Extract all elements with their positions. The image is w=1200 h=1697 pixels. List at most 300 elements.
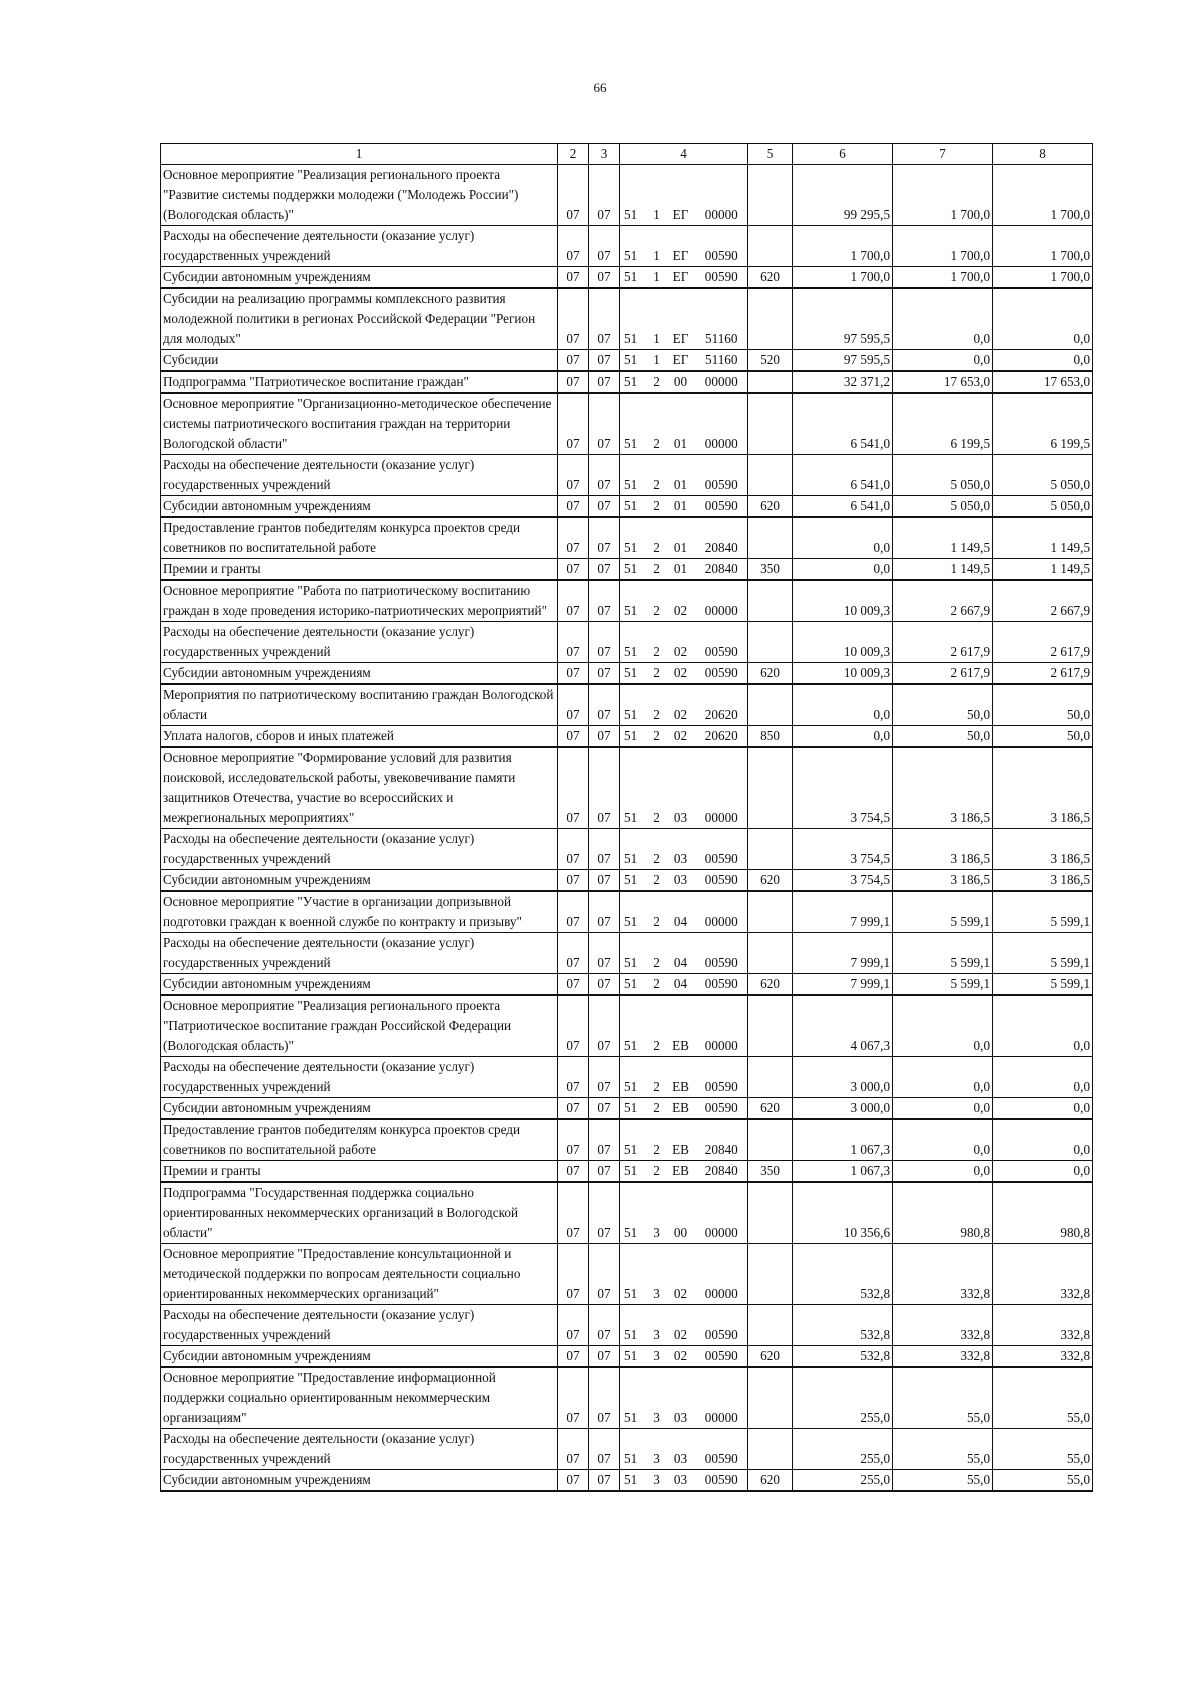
row-value-7: 332,8 bbox=[893, 1346, 993, 1368]
row-value-7: 55,0 bbox=[893, 1470, 993, 1492]
row-section: 07 bbox=[558, 1429, 589, 1470]
row-direction-code: 00590 bbox=[696, 663, 748, 685]
row-value-8: 5 599,1 bbox=[993, 974, 1093, 996]
row-measure-code: 00 bbox=[666, 371, 696, 393]
row-program-code: 51 bbox=[620, 622, 648, 663]
row-measure-code: ЕВ bbox=[666, 995, 696, 1057]
row-name: Расходы на обеспечение деятельности (оказание услуг) государственных учреждений bbox=[161, 226, 558, 267]
row-value-6: 0,0 bbox=[793, 726, 893, 748]
row-section: 07 bbox=[558, 580, 589, 622]
row-section: 07 bbox=[558, 622, 589, 663]
row-value-6: 532,8 bbox=[793, 1346, 893, 1368]
row-subprogram-code: 2 bbox=[648, 455, 666, 496]
row-value-7: 0,0 bbox=[893, 1161, 993, 1183]
row-subprogram-code: 2 bbox=[648, 559, 666, 581]
row-section: 07 bbox=[558, 517, 589, 559]
row-subprogram-code: 3 bbox=[648, 1305, 666, 1346]
row-subprogram-code: 3 bbox=[648, 1346, 666, 1368]
row-measure-code: ЕГ bbox=[666, 165, 696, 226]
row-value-8: 0,0 bbox=[993, 288, 1093, 350]
row-measure-code: 04 bbox=[666, 891, 696, 933]
row-subprogram-code: 3 bbox=[648, 1182, 666, 1244]
table-row bbox=[161, 726, 1093, 748]
row-expense-type bbox=[748, 747, 793, 829]
table-row bbox=[161, 1346, 1093, 1368]
row-name: Расходы на обеспечение деятельности (оказание услуг) государственных учреждений bbox=[161, 829, 558, 870]
row-subsection: 07 bbox=[589, 165, 620, 226]
row-section: 07 bbox=[558, 393, 589, 455]
row-section: 07 bbox=[558, 288, 589, 350]
row-section: 07 bbox=[558, 1119, 589, 1161]
row-subprogram-code: 2 bbox=[648, 1098, 666, 1120]
row-direction-code: 00000 bbox=[696, 580, 748, 622]
row-value-7: 1 700,0 bbox=[893, 226, 993, 267]
row-value-8: 1 700,0 bbox=[993, 226, 1093, 267]
row-direction-code: 00590 bbox=[696, 829, 748, 870]
row-subprogram-code: 2 bbox=[648, 371, 666, 393]
row-value-7: 3 186,5 bbox=[893, 829, 993, 870]
row-subprogram-code: 2 bbox=[648, 1057, 666, 1098]
row-name: Субсидии автономным учреждениям bbox=[161, 663, 558, 685]
row-value-7: 55,0 bbox=[893, 1429, 993, 1470]
row-name: Субсидии bbox=[161, 350, 558, 372]
row-program-code: 51 bbox=[620, 350, 648, 372]
row-section: 07 bbox=[558, 891, 589, 933]
row-expense-type bbox=[748, 226, 793, 267]
row-name: Субсидии автономным учреждениям bbox=[161, 1098, 558, 1120]
row-expense-type bbox=[748, 455, 793, 496]
row-direction-code: 00590 bbox=[696, 1305, 748, 1346]
row-value-7: 0,0 bbox=[893, 350, 993, 372]
row-value-6: 10 356,6 bbox=[793, 1182, 893, 1244]
row-subsection: 07 bbox=[589, 559, 620, 581]
table-row bbox=[161, 829, 1093, 870]
row-value-8: 50,0 bbox=[993, 726, 1093, 748]
row-subsection: 07 bbox=[589, 496, 620, 518]
row-subprogram-code: 2 bbox=[648, 1119, 666, 1161]
row-value-7: 2 617,9 bbox=[893, 622, 993, 663]
row-subsection: 07 bbox=[589, 1470, 620, 1492]
row-subsection: 07 bbox=[589, 726, 620, 748]
row-section: 07 bbox=[558, 165, 589, 226]
row-expense-type: 520 bbox=[748, 350, 793, 372]
row-value-8: 3 186,5 bbox=[993, 829, 1093, 870]
row-section: 07 bbox=[558, 350, 589, 372]
row-measure-code: 02 bbox=[666, 1244, 696, 1305]
row-direction-code: 00590 bbox=[696, 1098, 748, 1120]
row-value-6: 10 009,3 bbox=[793, 663, 893, 685]
row-name: Предоставление грантов победителям конкурса проектов среди советников по воспитательной работе bbox=[161, 517, 558, 559]
row-measure-code: 01 bbox=[666, 393, 696, 455]
row-program-code: 51 bbox=[620, 829, 648, 870]
row-program-code: 51 bbox=[620, 891, 648, 933]
row-subsection: 07 bbox=[589, 684, 620, 726]
row-direction-code: 00590 bbox=[696, 933, 748, 974]
row-direction-code: 00590 bbox=[696, 267, 748, 289]
row-subsection: 07 bbox=[589, 1346, 620, 1368]
row-expense-type bbox=[748, 517, 793, 559]
row-measure-code: ЕГ bbox=[666, 226, 696, 267]
row-measure-code: 03 bbox=[666, 1367, 696, 1429]
row-name: Расходы на обеспечение деятельности (оказание услуг) государственных учреждений bbox=[161, 1057, 558, 1098]
row-value-6: 10 009,3 bbox=[793, 580, 893, 622]
row-section: 07 bbox=[558, 684, 589, 726]
row-section: 07 bbox=[558, 559, 589, 581]
row-subprogram-code: 2 bbox=[648, 580, 666, 622]
row-subprogram-code: 2 bbox=[648, 684, 666, 726]
row-value-8: 1 149,5 bbox=[993, 517, 1093, 559]
row-direction-code: 20840 bbox=[696, 559, 748, 581]
row-subsection: 07 bbox=[589, 1429, 620, 1470]
header-col-4: 4 bbox=[620, 144, 748, 165]
row-value-8: 2 617,9 bbox=[993, 663, 1093, 685]
table-row bbox=[161, 1182, 1093, 1244]
row-name: Расходы на обеспечение деятельности (оказание услуг) государственных учреждений bbox=[161, 1305, 558, 1346]
row-program-code: 51 bbox=[620, 726, 648, 748]
row-subprogram-code: 2 bbox=[648, 870, 666, 892]
row-expense-type bbox=[748, 1429, 793, 1470]
row-name: Субсидии автономным учреждениям bbox=[161, 1346, 558, 1368]
row-section: 07 bbox=[558, 496, 589, 518]
row-value-7: 0,0 bbox=[893, 1098, 993, 1120]
row-subsection: 07 bbox=[589, 1057, 620, 1098]
row-expense-type bbox=[748, 1305, 793, 1346]
table-row bbox=[161, 165, 1093, 226]
row-program-code: 51 bbox=[620, 455, 648, 496]
row-direction-code: 20840 bbox=[696, 1119, 748, 1161]
row-name: Подпрограмма "Патриотическое воспитание граждан" bbox=[161, 371, 558, 393]
row-subprogram-code: 2 bbox=[648, 974, 666, 996]
header-row bbox=[161, 144, 1093, 165]
row-subsection: 07 bbox=[589, 517, 620, 559]
row-measure-code: 02 bbox=[666, 1346, 696, 1368]
row-program-code: 51 bbox=[620, 1367, 648, 1429]
row-section: 07 bbox=[558, 1346, 589, 1368]
row-measure-code: 01 bbox=[666, 496, 696, 518]
row-value-6: 1 700,0 bbox=[793, 226, 893, 267]
row-value-6: 0,0 bbox=[793, 684, 893, 726]
row-name: Премии и гранты bbox=[161, 1161, 558, 1183]
table-row bbox=[161, 350, 1093, 372]
row-program-code: 51 bbox=[620, 974, 648, 996]
row-subsection: 07 bbox=[589, 350, 620, 372]
row-measure-code: 02 bbox=[666, 1305, 696, 1346]
row-direction-code: 00590 bbox=[696, 622, 748, 663]
row-name: Предоставление грантов победителям конкурса проектов среди советников по воспитательной работе bbox=[161, 1119, 558, 1161]
row-subsection: 07 bbox=[589, 288, 620, 350]
row-section: 07 bbox=[558, 974, 589, 996]
row-value-8: 332,8 bbox=[993, 1244, 1093, 1305]
row-measure-code: 02 bbox=[666, 684, 696, 726]
row-value-6: 6 541,0 bbox=[793, 455, 893, 496]
row-program-code: 51 bbox=[620, 393, 648, 455]
row-value-6: 3 000,0 bbox=[793, 1098, 893, 1120]
row-value-6: 6 541,0 bbox=[793, 393, 893, 455]
row-value-8: 5 599,1 bbox=[993, 933, 1093, 974]
row-program-code: 51 bbox=[620, 663, 648, 685]
row-name: Расходы на обеспечение деятельности (оказание услуг) государственных учреждений bbox=[161, 1429, 558, 1470]
row-value-7: 6 199,5 bbox=[893, 393, 993, 455]
row-program-code: 51 bbox=[620, 1346, 648, 1368]
row-value-7: 5 599,1 bbox=[893, 974, 993, 996]
row-subsection: 07 bbox=[589, 1098, 620, 1120]
row-expense-type bbox=[748, 1367, 793, 1429]
row-direction-code: 00000 bbox=[696, 747, 748, 829]
row-value-6: 7 999,1 bbox=[793, 891, 893, 933]
row-subsection: 07 bbox=[589, 1182, 620, 1244]
row-subprogram-code: 2 bbox=[648, 829, 666, 870]
row-subprogram-code: 2 bbox=[648, 933, 666, 974]
row-expense-type: 620 bbox=[748, 974, 793, 996]
row-name: Основное мероприятие "Формирование условий для развития поисковой, исследовательской работы, увековечивание памяти защитников Отечества, участие во всероссийских и межрегиональных мероприятиях" bbox=[161, 747, 558, 829]
table-row bbox=[161, 1305, 1093, 1346]
row-expense-type bbox=[748, 371, 793, 393]
row-expense-type: 620 bbox=[748, 496, 793, 518]
row-value-8: 55,0 bbox=[993, 1367, 1093, 1429]
row-program-code: 51 bbox=[620, 933, 648, 974]
row-name: Основное мероприятие "Работа по патриотическому воспитанию граждан в ходе проведения историко-патриотических мероприятий" bbox=[161, 580, 558, 622]
row-value-6: 0,0 bbox=[793, 517, 893, 559]
table-row bbox=[161, 1470, 1093, 1492]
row-direction-code: 00000 bbox=[696, 393, 748, 455]
row-subprogram-code: 1 bbox=[648, 350, 666, 372]
row-direction-code: 00000 bbox=[696, 1367, 748, 1429]
row-value-6: 3 754,5 bbox=[793, 747, 893, 829]
row-value-8: 2 667,9 bbox=[993, 580, 1093, 622]
row-value-8: 50,0 bbox=[993, 684, 1093, 726]
row-value-6: 3 000,0 bbox=[793, 1057, 893, 1098]
budget-table bbox=[160, 143, 1093, 1492]
row-subsection: 07 bbox=[589, 371, 620, 393]
row-subsection: 07 bbox=[589, 747, 620, 829]
table-body bbox=[161, 165, 1093, 1492]
row-expense-type bbox=[748, 684, 793, 726]
row-program-code: 51 bbox=[620, 1305, 648, 1346]
table-row bbox=[161, 1429, 1093, 1470]
page-number: 66 bbox=[593, 80, 607, 95]
row-subprogram-code: 3 bbox=[648, 1244, 666, 1305]
table-row bbox=[161, 684, 1093, 726]
row-expense-type bbox=[748, 1119, 793, 1161]
row-program-code: 51 bbox=[620, 267, 648, 289]
row-value-8: 3 186,5 bbox=[993, 747, 1093, 829]
header-col-3: 3 bbox=[589, 144, 620, 165]
row-value-8: 332,8 bbox=[993, 1346, 1093, 1368]
row-direction-code: 00000 bbox=[696, 995, 748, 1057]
row-value-6: 0,0 bbox=[793, 559, 893, 581]
table-row bbox=[161, 288, 1093, 350]
row-direction-code: 00000 bbox=[696, 165, 748, 226]
row-value-7: 332,8 bbox=[893, 1244, 993, 1305]
row-section: 07 bbox=[558, 371, 589, 393]
row-subprogram-code: 3 bbox=[648, 1429, 666, 1470]
row-section: 07 bbox=[558, 663, 589, 685]
row-subprogram-code: 2 bbox=[648, 663, 666, 685]
row-expense-type bbox=[748, 580, 793, 622]
row-program-code: 51 bbox=[620, 371, 648, 393]
row-program-code: 51 bbox=[620, 1470, 648, 1492]
row-value-8: 0,0 bbox=[993, 350, 1093, 372]
row-value-8: 0,0 bbox=[993, 1119, 1093, 1161]
row-section: 07 bbox=[558, 1182, 589, 1244]
row-direction-code: 00590 bbox=[696, 974, 748, 996]
header-col-6: 6 bbox=[793, 144, 893, 165]
header-col-1: 1 bbox=[161, 144, 558, 165]
row-value-7: 2 667,9 bbox=[893, 580, 993, 622]
row-section: 07 bbox=[558, 226, 589, 267]
row-subsection: 07 bbox=[589, 870, 620, 892]
row-expense-type bbox=[748, 622, 793, 663]
row-value-7: 5 599,1 bbox=[893, 891, 993, 933]
row-subsection: 07 bbox=[589, 995, 620, 1057]
row-value-6: 1 067,3 bbox=[793, 1161, 893, 1183]
row-program-code: 51 bbox=[620, 517, 648, 559]
table-row bbox=[161, 1119, 1093, 1161]
row-value-7: 0,0 bbox=[893, 288, 993, 350]
row-program-code: 51 bbox=[620, 1244, 648, 1305]
row-name: Субсидии автономным учреждениям bbox=[161, 1470, 558, 1492]
row-direction-code: 20840 bbox=[696, 1161, 748, 1183]
row-name: Расходы на обеспечение деятельности (оказание услуг) государственных учреждений bbox=[161, 455, 558, 496]
row-subsection: 07 bbox=[589, 580, 620, 622]
row-expense-type bbox=[748, 1182, 793, 1244]
row-subprogram-code: 2 bbox=[648, 393, 666, 455]
table-row bbox=[161, 933, 1093, 974]
row-subprogram-code: 2 bbox=[648, 622, 666, 663]
row-program-code: 51 bbox=[620, 288, 648, 350]
row-measure-code: 00 bbox=[666, 1182, 696, 1244]
row-expense-type: 850 bbox=[748, 726, 793, 748]
row-value-8: 980,8 bbox=[993, 1182, 1093, 1244]
row-value-7: 5 050,0 bbox=[893, 496, 993, 518]
row-subprogram-code: 2 bbox=[648, 747, 666, 829]
row-program-code: 51 bbox=[620, 559, 648, 581]
row-value-7: 1 149,5 bbox=[893, 517, 993, 559]
row-value-8: 5 599,1 bbox=[993, 891, 1093, 933]
row-program-code: 51 bbox=[620, 747, 648, 829]
row-section: 07 bbox=[558, 267, 589, 289]
row-subsection: 07 bbox=[589, 933, 620, 974]
row-measure-code: 03 bbox=[666, 870, 696, 892]
row-direction-code: 20620 bbox=[696, 684, 748, 726]
row-subsection: 07 bbox=[589, 1305, 620, 1346]
row-name: Субсидии автономным учреждениям bbox=[161, 267, 558, 289]
row-value-8: 55,0 bbox=[993, 1429, 1093, 1470]
row-program-code: 51 bbox=[620, 496, 648, 518]
row-subsection: 07 bbox=[589, 1367, 620, 1429]
row-value-7: 55,0 bbox=[893, 1367, 993, 1429]
row-value-7: 1 700,0 bbox=[893, 267, 993, 289]
row-expense-type: 620 bbox=[748, 1346, 793, 1368]
row-program-code: 51 bbox=[620, 1161, 648, 1183]
row-subprogram-code: 2 bbox=[648, 726, 666, 748]
table-row bbox=[161, 226, 1093, 267]
row-direction-code: 00590 bbox=[696, 455, 748, 496]
row-section: 07 bbox=[558, 1057, 589, 1098]
row-value-7: 3 186,5 bbox=[893, 747, 993, 829]
row-expense-type: 620 bbox=[748, 1470, 793, 1492]
row-value-7: 1 700,0 bbox=[893, 165, 993, 226]
row-section: 07 bbox=[558, 726, 589, 748]
row-expense-type: 620 bbox=[748, 870, 793, 892]
row-measure-code: 02 bbox=[666, 580, 696, 622]
row-value-8: 0,0 bbox=[993, 1098, 1093, 1120]
header-col-7: 7 bbox=[893, 144, 993, 165]
row-value-7: 17 653,0 bbox=[893, 371, 993, 393]
row-name: Премии и гранты bbox=[161, 559, 558, 581]
row-subprogram-code: 1 bbox=[648, 226, 666, 267]
row-name: Расходы на обеспечение деятельности (оказание услуг) государственных учреждений bbox=[161, 622, 558, 663]
row-measure-code: 02 bbox=[666, 726, 696, 748]
row-program-code: 51 bbox=[620, 226, 648, 267]
row-value-6: 255,0 bbox=[793, 1470, 893, 1492]
table-row bbox=[161, 1244, 1093, 1305]
table-row bbox=[161, 517, 1093, 559]
row-expense-type bbox=[748, 995, 793, 1057]
row-value-8: 3 186,5 bbox=[993, 870, 1093, 892]
table-row bbox=[161, 974, 1093, 996]
row-section: 07 bbox=[558, 829, 589, 870]
row-value-8: 1 700,0 bbox=[993, 267, 1093, 289]
row-section: 07 bbox=[558, 933, 589, 974]
row-value-6: 3 754,5 bbox=[793, 829, 893, 870]
row-subsection: 07 bbox=[589, 1161, 620, 1183]
row-subsection: 07 bbox=[589, 622, 620, 663]
table-row bbox=[161, 747, 1093, 829]
row-subprogram-code: 2 bbox=[648, 891, 666, 933]
row-program-code: 51 bbox=[620, 870, 648, 892]
row-program-code: 51 bbox=[620, 1429, 648, 1470]
table-row bbox=[161, 496, 1093, 518]
row-subsection: 07 bbox=[589, 974, 620, 996]
table-row bbox=[161, 622, 1093, 663]
row-subprogram-code: 1 bbox=[648, 165, 666, 226]
row-value-7: 5 599,1 bbox=[893, 933, 993, 974]
row-name: Уплата налогов, сборов и иных платежей bbox=[161, 726, 558, 748]
row-value-8: 0,0 bbox=[993, 995, 1093, 1057]
row-value-8: 332,8 bbox=[993, 1305, 1093, 1346]
row-measure-code: 01 bbox=[666, 559, 696, 581]
row-name: Основное мероприятие "Участие в организации допризывной подготовки граждан к военной службе по контракту и призыву" bbox=[161, 891, 558, 933]
row-direction-code: 00590 bbox=[696, 496, 748, 518]
row-value-6: 32 371,2 bbox=[793, 371, 893, 393]
row-direction-code: 00000 bbox=[696, 1244, 748, 1305]
row-name: Основное мероприятие "Реализация регионального проекта "Патриотическое воспитание граждан Российской Федерации (Вологодская область)" bbox=[161, 995, 558, 1057]
row-direction-code: 00590 bbox=[696, 1057, 748, 1098]
row-program-code: 51 bbox=[620, 580, 648, 622]
row-value-7: 2 617,9 bbox=[893, 663, 993, 685]
row-direction-code: 00000 bbox=[696, 1182, 748, 1244]
row-direction-code: 00590 bbox=[696, 1429, 748, 1470]
row-value-8: 1 149,5 bbox=[993, 559, 1093, 581]
row-subprogram-code: 2 bbox=[648, 517, 666, 559]
table-row bbox=[161, 995, 1093, 1057]
row-expense-type: 350 bbox=[748, 1161, 793, 1183]
row-value-6: 532,8 bbox=[793, 1305, 893, 1346]
row-measure-code: 03 bbox=[666, 829, 696, 870]
row-name: Субсидии автономным учреждениям bbox=[161, 496, 558, 518]
header-col-8: 8 bbox=[993, 144, 1093, 165]
row-subsection: 07 bbox=[589, 226, 620, 267]
row-section: 07 bbox=[558, 995, 589, 1057]
row-program-code: 51 bbox=[620, 1098, 648, 1120]
row-value-8: 2 617,9 bbox=[993, 622, 1093, 663]
row-value-8: 17 653,0 bbox=[993, 371, 1093, 393]
row-value-7: 0,0 bbox=[893, 995, 993, 1057]
row-value-6: 255,0 bbox=[793, 1429, 893, 1470]
table-row bbox=[161, 663, 1093, 685]
row-program-code: 51 bbox=[620, 995, 648, 1057]
